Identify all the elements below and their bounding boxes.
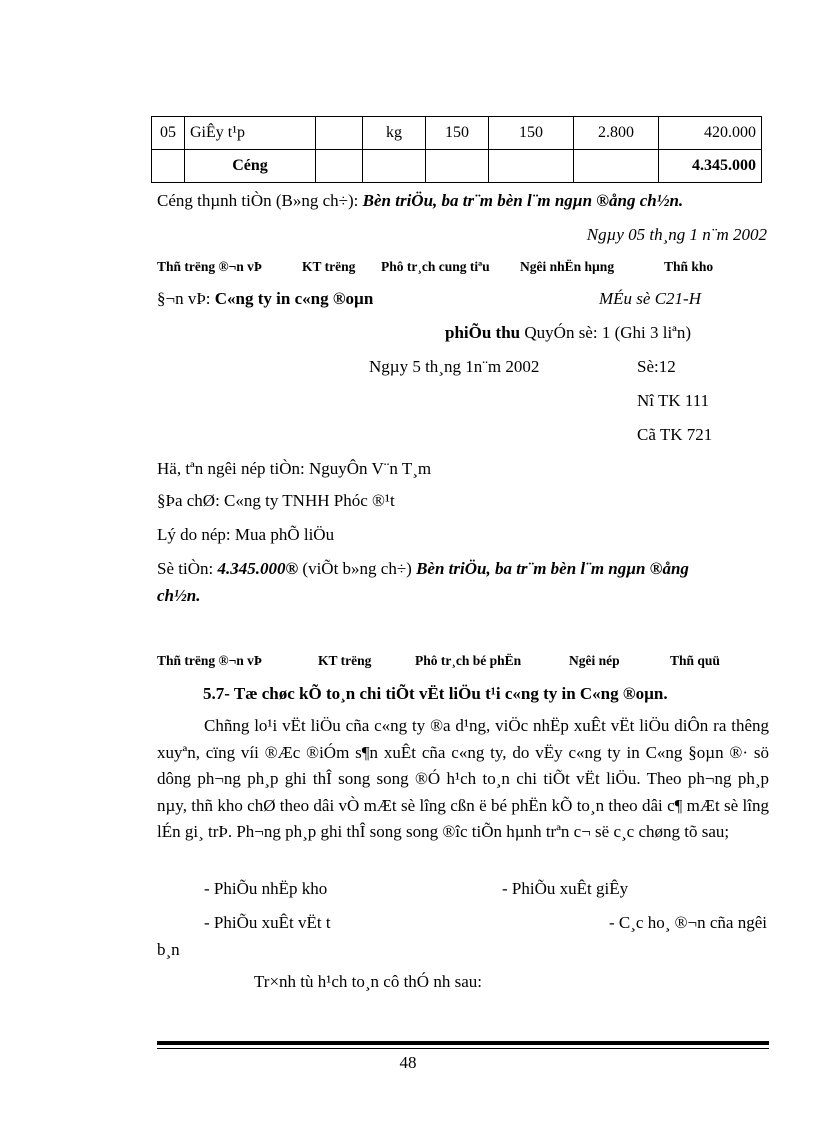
table-cell: 2.800 [574, 117, 659, 150]
unit-label: §¬n vÞ: [157, 289, 211, 308]
amount-line [157, 559, 689, 579]
table-cell: 150 [426, 117, 489, 150]
receipt-title: phiÕu thu [445, 323, 521, 342]
table-cell [426, 150, 489, 183]
section-heading: 5.7- Tæ chøc kÕ to¸n chi tiÕt vËt liÖu t¹i c«ng ty in C«ng ®oµn. [203, 684, 668, 703]
signature-label: Thñ trëng ®¬n vÞ [157, 259, 263, 274]
receipt-date: Ngµy 5 th¸ng 1n¨m 2002 [369, 357, 540, 376]
page-number: 48 [399, 1053, 417, 1072]
total-words-value: Bèn triÖu, ba tr¨m bèn l¨m ngµn ®ång ch½n. [362, 191, 684, 210]
table-cell: 05 [152, 117, 185, 150]
goods-table [151, 116, 762, 183]
amount-words-cont: ch½n. [157, 586, 201, 605]
table-cell: 420.000 [659, 117, 762, 150]
address-line: §Þa chØ: C«ng ty TNHH Phóc ®¹t [157, 491, 395, 510]
table-cell: 150 [489, 117, 574, 150]
amount-value: 4.345.000® [217, 559, 299, 578]
table-row [152, 117, 762, 150]
doc-item: - C¸c ho¸ ®¬n cña ngêi [609, 913, 767, 932]
table-cell: GiÊy t¹p [185, 117, 316, 150]
signature-label: Ngêi nép [569, 653, 620, 668]
footer-rule-thin [157, 1048, 769, 1049]
table-cell [152, 150, 185, 183]
signature-label: Thñ kho [664, 259, 714, 274]
receipt-title-line [445, 323, 691, 343]
total-value: 4.345.000 [659, 150, 762, 183]
amount-words: Bèn triÖu, ba tr¨m bèn l¨m ngµn ®ång [416, 559, 689, 578]
footer-rule [157, 1041, 769, 1045]
signature-label: KT trëng [318, 653, 372, 668]
table-cell [316, 117, 363, 150]
table-cell [363, 150, 426, 183]
signature-label: Phô tr¸ch cung tiªu [381, 259, 490, 274]
payer-line: Hä, tªn ngêi nép tiÒn: NguyÔn V¨n T¸m [157, 459, 432, 478]
amount-words-label: (viÕt b»ng ch÷) [302, 559, 412, 578]
doc-item: - PhiÕu xuÊt giÊy [502, 879, 629, 898]
doc-item-cont: b¸n [157, 940, 180, 959]
sequence-line: Tr×nh tù h¹ch to¸n cô thÓ nh sau: [254, 972, 482, 991]
date-line: Ngµy 05 th¸ng 1 n¨m 2002 [586, 225, 767, 244]
table-cell [316, 150, 363, 183]
signature-label: Phô tr¸ch bé phËn [415, 653, 522, 668]
debit-account: Nî TK 111 [637, 391, 710, 410]
credit-account: Cã TK 721 [637, 425, 713, 444]
doc-item: - PhiÕu xuÊt vËt t [204, 913, 331, 932]
table-cell: kg [363, 117, 426, 150]
signature-label: KT trëng [302, 259, 356, 274]
table-cell [574, 150, 659, 183]
amount-label: Sè tiÒn: [157, 559, 214, 578]
body-paragraph: Chñng lo¹i vËt liÖu cña c«ng ty ®a d¹ng, viÖc nhËp xuÊt vËt liÖu diÔn ra thêng xuyªn, cïng víi ®Æc ®iÓm s¶n xuÊt cña c«ng ty, do vËy c«ng ty in C«ng §oµn ®· sö dông ph¬ng ph¸p ghi thÎ song song ®Ó h¹ch to¸n chi tiÕt vËt liÖu. Theo ph¬ng ph¸p nµy, thñ kho chØ theo dâi vÒ mÆt sè lîng cßn ë bé phËn kÕ to¸n theo dâi c¶ mÆt sè lîng lÉn gi¸ trÞ. Ph¬ng ph¸p ghi thÎ song song ®îc tiÕn hµnh trªn c¬ së c¸c chøng tõ sau; [157, 716, 769, 841]
total-words-line [157, 191, 683, 211]
form-code: MÉu sè C21-H [599, 289, 701, 308]
reason-line: Lý do nép: Mua phÕ liÖu [157, 525, 335, 544]
total-label: Céng [185, 150, 316, 183]
doc-item: - PhiÕu nhËp kho [204, 879, 328, 898]
receipt-book: QuyÓn sè: 1 (Ghi 3 liªn) [524, 323, 692, 342]
signature-label: Thñ quü [670, 653, 720, 668]
unit-value: C«ng ty in c«ng ®oµn [214, 289, 374, 308]
signature-label: Ngêi nhËn hµng [520, 259, 615, 274]
receipt-number: Sè:12 [637, 357, 676, 376]
signature-label: Thñ trëng ®¬n vÞ [157, 653, 263, 668]
table-total-row [152, 150, 762, 183]
total-words-label: Céng thµnh tiÒn (B»ng ch÷): [157, 191, 359, 210]
table-cell [489, 150, 574, 183]
unit-line [157, 289, 373, 309]
